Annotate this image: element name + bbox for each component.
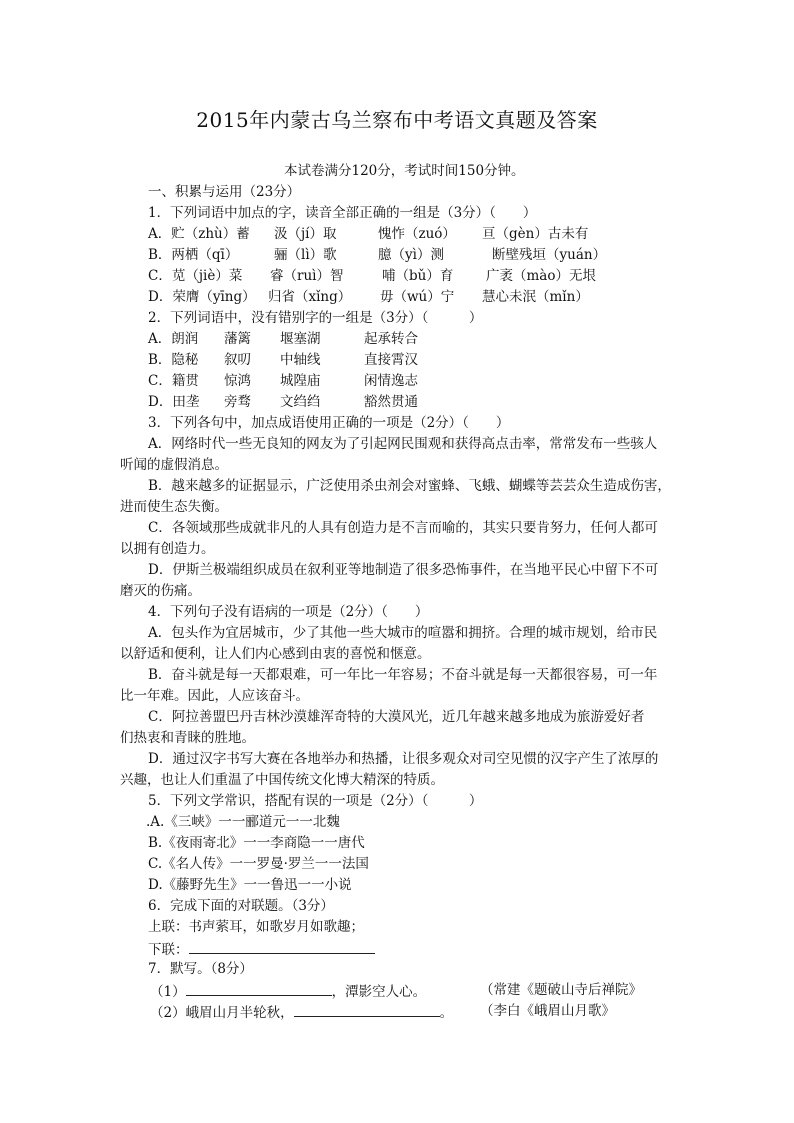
question-3-option-c-cont: 以拥有创造力。: [120, 541, 215, 557]
option-cell: 慧心未泯（mǐn）: [482, 289, 589, 305]
option-cell: 惊鸿: [224, 373, 251, 389]
option-cell: 睿（ruì）智: [270, 268, 344, 284]
option-cell: 中轴线: [280, 352, 321, 368]
question-3-option-a: A．网络时代一些无良知的网友为了引起网民围观和获得高点击率，常常发布一些骇人: [148, 436, 658, 452]
question-4-option-d: D．通过汉字书写大赛在各地举办和热播，让很多观众对司空见惯的汉字产生了浓厚的: [148, 751, 659, 767]
question-4-option-d-cont: 兴趣，也让人们重温了中国传统文化博大精深的特质。: [120, 772, 444, 788]
dictation-label: （1）: [150, 984, 186, 1000]
question-3-option-b: B．越来越多的证据显示，广泛使用杀虫剂会对蜜蜂、飞蛾、蝴蝶等芸芸众生造成伤害，: [148, 478, 671, 494]
couplet-lower: [148, 939, 375, 959]
option-cell: 归省（xǐng）: [268, 289, 352, 305]
question-5-option-c: C.《名人传》一一罗曼·罗兰一一法国: [148, 856, 369, 872]
question-5-option-b: B.《夜雨寄北》一一李商隐一一唐代: [148, 835, 365, 851]
question-3-stem: 3．下列各句中，加点成语使用正确的一项是（2分）（ ）: [148, 415, 510, 431]
option-cell: C．籍贯: [148, 373, 199, 389]
option-cell: D．田垄: [148, 394, 200, 410]
question-2-option-d: [148, 393, 418, 411]
question-2-option-b: [148, 351, 418, 369]
question-4-option-a-cont: 以舒适和便利，让人们内心感到由衷的喜悦和惬意。: [120, 646, 431, 662]
option-cell: A．朗润: [148, 331, 199, 347]
question-3-option-b-cont: 进而使生态失衡。: [120, 499, 228, 515]
exam-intro: 本试卷满分120分，考试时间150分钟。: [284, 163, 525, 179]
question-3-option-d-cont: 磨灭的伤痛。: [120, 583, 201, 599]
question-2-option-c: [148, 372, 418, 390]
option-cell: A．贮（zhù）蓄: [148, 226, 250, 242]
option-cell: 广袤（mào）无垠: [486, 268, 596, 284]
question-5-option-a: .A.《三峡》一一郦道元一一北魏: [146, 814, 340, 830]
dictation-text: ，潭影空人心。: [331, 984, 427, 1000]
question-5-stem: 5．下列文学常识，搭配有误的一项是（2分）（ ）: [148, 793, 483, 809]
option-cell: 直接霄汉: [364, 352, 418, 368]
option-cell: 臆（yì）测: [378, 247, 444, 263]
answer-blank[interactable]: [189, 939, 375, 954]
dictation-source-1: （常建《题破山寺后禅院》: [480, 982, 642, 998]
question-1-stem: 1．下列词语中加点的字，读音全部正确的一组是（3分）（ ）: [148, 205, 537, 221]
question-4-option-c-cont: 们热衷和青睐的胜地。: [120, 730, 255, 746]
section-heading: 一、积累与运用（23分）: [148, 184, 301, 200]
question-3-option-a-cont: 听闻的虚假消息。: [120, 457, 228, 473]
question-4-option-c: C．阿拉善盟巴丹吉林沙漠雄浑奇特的大漠风光，近几年越来越多地成为旅游爱好者: [148, 709, 645, 725]
question-1-option-a: [148, 225, 588, 243]
answer-blank[interactable]: [294, 1002, 440, 1017]
option-cell: 闲情逸志: [364, 373, 418, 389]
option-cell: 哺（bǔ）育: [382, 268, 454, 284]
option-cell: 豁然贯通: [364, 394, 418, 410]
question-4-option-b-cont: 比一年难。因此，人应该奋斗。: [120, 688, 309, 704]
dictation-line-1: [150, 981, 426, 1001]
option-cell: 断壁残垣（yuán）: [492, 247, 607, 263]
dictation-text: （2）峨眉山月半轮秋，: [150, 1005, 294, 1021]
question-1-option-b: [148, 246, 606, 264]
option-cell: B．两栖（qī）: [148, 247, 239, 263]
question-2-option-a: [148, 330, 418, 348]
option-cell: B．隐秘: [148, 352, 199, 368]
option-cell: D．荣膺（yīng）: [148, 289, 256, 305]
question-1-option-d: [148, 288, 589, 306]
dictation-source-2: （李白《峨眉山月歌》: [480, 1003, 615, 1019]
option-cell: 起承转合: [364, 331, 418, 347]
question-3-option-c: C．各领域那些成就非凡的人具有创造力是不言而喻的，其实只要肯努力，任何人都可: [148, 520, 658, 536]
question-4-option-b: B．奋斗就是每一天都艰难，可一年比一年容易；不奋斗就是每一天都很容易，可一年: [148, 667, 658, 683]
question-1-option-c: [148, 267, 596, 285]
option-cell: 毋（wú）宁: [380, 289, 455, 305]
option-cell: 骊（lì）歌: [274, 247, 337, 263]
dictation-text: 。: [439, 1005, 454, 1021]
option-cell: 亘（gèn）古未有: [482, 226, 589, 242]
option-cell: 堰塞湖: [280, 331, 321, 347]
option-cell: 藩篱: [224, 331, 251, 347]
option-cell: 叙叨: [224, 352, 251, 368]
couplet-lower-label: 下联：: [148, 942, 189, 958]
couplet-upper: 上联：书声萦耳，如歌岁月如歌趣；: [148, 919, 364, 935]
question-4-option-a: A．包头作为宜居城市，少了其他一些大城市的喧嚣和拥挤。合理的城市规划，给市民: [148, 625, 658, 641]
option-cell: 旁骛: [224, 394, 251, 410]
option-cell: 文绉绉: [280, 394, 321, 410]
dictation-line-2: [150, 1002, 453, 1022]
question-6-stem: 6．完成下面的对联题。（3分）: [148, 898, 334, 914]
option-cell: 愧怍（zuó）: [378, 226, 456, 242]
question-3-option-d: D．伊斯兰极端组织成员在叙利亚等地制造了很多恐怖事件，在当地平民心中留下不可: [148, 562, 659, 578]
question-4-stem: 4．下列句子没有语病的一项是（2分）（ ）: [148, 604, 429, 620]
document-title: 2015年内蒙古乌兰察布中考语文真题及答案: [196, 108, 598, 132]
answer-blank[interactable]: [186, 981, 332, 996]
question-5-option-d: D.《藤野先生》一一鲁迅一一小说: [148, 877, 352, 893]
question-7-stem: 7．默写。（8分）: [148, 961, 253, 977]
option-cell: 汲（jí）取: [274, 226, 337, 242]
option-cell: C．苋（jiè）菜: [148, 268, 243, 284]
question-2-stem: 2．下列词语中，没有错别字的一组是（3分）（ ）: [148, 310, 483, 326]
option-cell: 城隍庙: [280, 373, 321, 389]
